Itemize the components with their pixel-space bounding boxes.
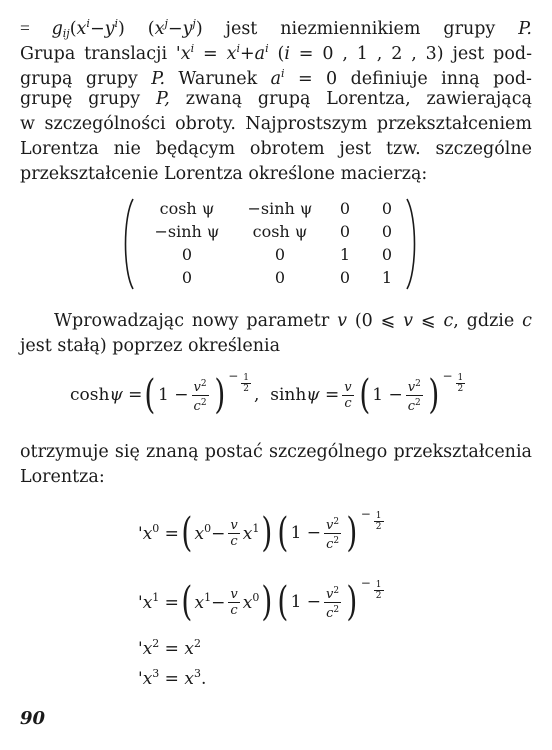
matrix-table	[138, 197, 408, 289]
paragraph3-line-2: Lorentza:	[20, 467, 105, 487]
matrix-cell: 0	[274, 268, 286, 287]
matrix-cell: 1	[381, 268, 393, 287]
matrix-cell: 0	[381, 245, 393, 264]
matrix-row	[138, 197, 408, 220]
matrix-row	[138, 266, 408, 289]
equation-x3: '$x^3 = x^3$.	[138, 667, 207, 689]
text-line-2: Grupa translacji '$x^i = x^i+a^i$ (i = 0 , 1 , 2 , 3) jest pod-	[20, 42, 532, 64]
cosh-sinh-equation: coshψ = ( 1 − $\frac{v^2}{c^2}$ ) − $\frac{1}{2}$ , sinhψ = $\frac{v}{c}$ ( 1 − $\frac{v^2}{c^2}$ ) − $\frac{1}{2}$	[70, 368, 464, 418]
paragraph2-line-1: Wprowadzając nowy parametr v (0 ⩽ v ⩽ c, gdzie c	[54, 311, 532, 331]
matrix-cell: 0	[381, 222, 393, 241]
matrix-row	[138, 220, 408, 243]
matrix-cell: 1	[339, 245, 351, 264]
paragraph3-line-1: otrzymuje się znaną postać szczególnego przekształcenia	[20, 442, 532, 462]
matrix-cell: cosh ψ	[159, 199, 215, 218]
matrix-cell: −sinh ψ	[154, 222, 220, 241]
matrix-cell: cosh ψ	[252, 222, 308, 241]
matrix-cell: 0	[339, 199, 351, 218]
matrix-row	[138, 243, 408, 266]
matrix-cell: −sinh ψ	[247, 199, 313, 218]
paragraph2-line-2: jest stałą) poprzez określenia	[20, 336, 281, 356]
text-line-4: grupę grupy P, zwaną grupą Lorentza, zawierającą	[20, 89, 532, 109]
text-line-5: w szczególności obroty. Najprostszym przekształceniem	[20, 114, 532, 134]
matrix-cell: 0	[339, 268, 351, 287]
right-paren-icon	[404, 197, 420, 291]
matrix-cell: 0	[181, 245, 193, 264]
text-line-1: = $g_{ij}(x^i-y^i)$ $(x^j-y^j)$ jest niezmiennikiem grupy P.	[20, 17, 532, 40]
equation-x0: '$x^0$ = ( $x^0-$ $\frac{v}{c}$ $x^1$ ) ( 1 − $\frac{v^2}{c^2}$ ) − $\frac{1}{2}$	[138, 506, 382, 556]
matrix-cell: 0	[274, 245, 286, 264]
text-line-6: Lorentza nie będącym obrotem jest tzw. szczególne	[20, 139, 532, 159]
text-line-7: przekształcenie Lorentza określone macierzą:	[20, 164, 428, 184]
lorentz-matrix	[120, 197, 420, 291]
matrix-cell: 0	[181, 268, 193, 287]
page-number: 90	[20, 708, 46, 729]
matrix-cell: 0	[339, 222, 351, 241]
equation-x1: '$x^1$ = ( $x^1-$ $\frac{v}{c}$ $x^0$ ) ( 1 − $\frac{v^2}{c^2}$ ) − $\frac{1}{2}$	[138, 575, 382, 625]
left-paren-icon	[120, 197, 136, 291]
text-line-3: grupą grupy P. Warunek $a^i = 0$ definiuje inną pod-	[20, 67, 532, 89]
matrix-cell: 0	[381, 199, 393, 218]
equation-x2: '$x^2 = x^2$	[138, 637, 201, 659]
